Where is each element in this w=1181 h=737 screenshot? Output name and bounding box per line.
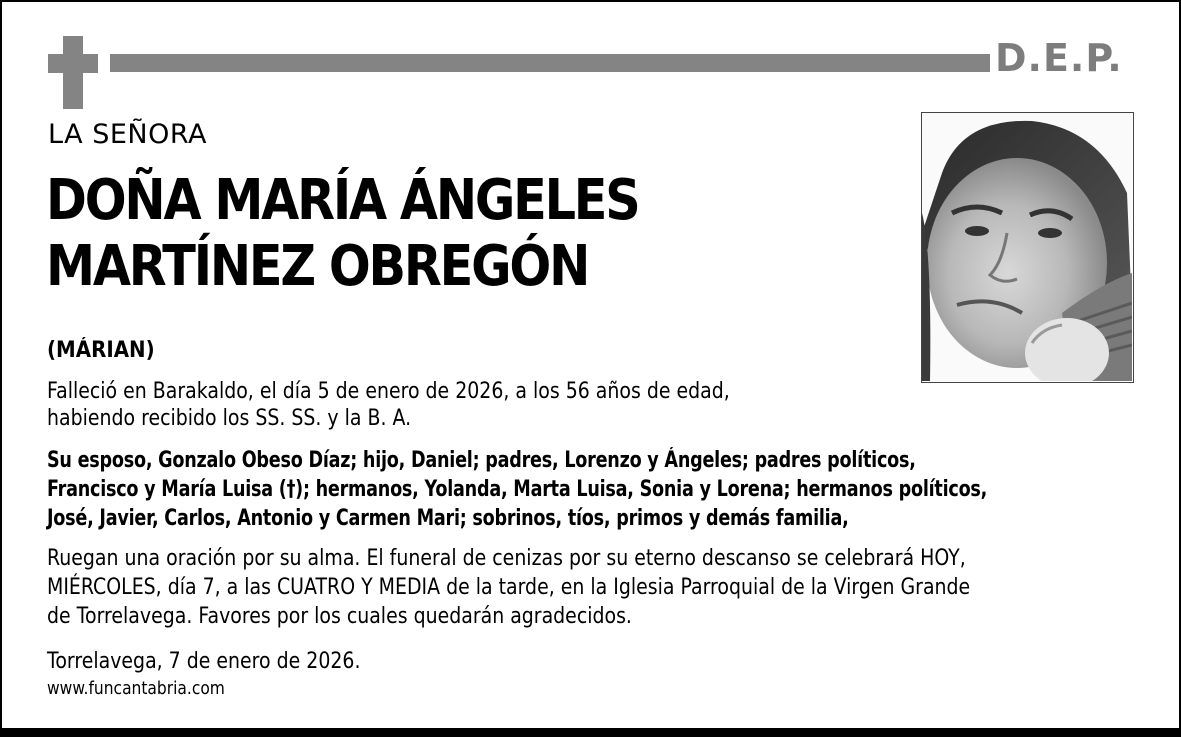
death-info — [47, 378, 730, 432]
closing-date: Torrelavega, 7 de enero de 2026. — [47, 649, 361, 674]
ceremony-line: Ruegan una oración por su alma. El funeral de cenizas por su eterno descanso se celebrará HOY, — [47, 546, 966, 571]
name-line-2: MARTÍNEZ OBREGÓN — [46, 234, 589, 299]
deceased-name — [46, 168, 639, 300]
portrait-photo — [921, 112, 1134, 383]
ceremony-line: MIÉRCOLES, día 7, a las CUATRO Y MEDIA de la tarde, en la Iglesia Parroquial de la Virgen Grande — [47, 575, 971, 600]
death-info-line: habiendo recibido los SS. SS. y la B. A. — [47, 406, 412, 431]
header-rule — [110, 54, 990, 72]
family-list — [47, 446, 987, 533]
ceremony-line: de Torrelavega. Favores por los cuales quedarán agradecidos. — [47, 604, 632, 629]
cross-icon-arm — [48, 54, 98, 73]
portrait-image — [922, 113, 1132, 381]
title-prefix: LA SEÑORA — [48, 119, 207, 150]
website-link[interactable]: www.funcantabria.com — [47, 678, 225, 699]
name-line-1: DOÑA MARÍA ÁNGELES — [46, 168, 639, 233]
death-info-line: Falleció en Barakaldo, el día 5 de enero de 2026, a los 56 años de edad, — [47, 379, 730, 404]
dep-label: D.E.P. — [995, 36, 1123, 80]
family-line: José, Javier, Carlos, Antonio y Carmen Mari; sobrinos, tíos, primos y demás familia, — [47, 506, 849, 531]
ceremony-info — [47, 544, 970, 631]
family-line: Francisco y María Luisa (†); hermanos, Yolanda, Marta Luisa, Sonia y Lorena; hermanos políticos, — [47, 477, 988, 502]
nickname: (MÁRIAN) — [47, 338, 155, 363]
family-line: Su esposo, Gonzalo Obeso Díaz; hijo, Daniel; padres, Lorenzo y Ángeles; padres políticos, — [47, 448, 916, 473]
